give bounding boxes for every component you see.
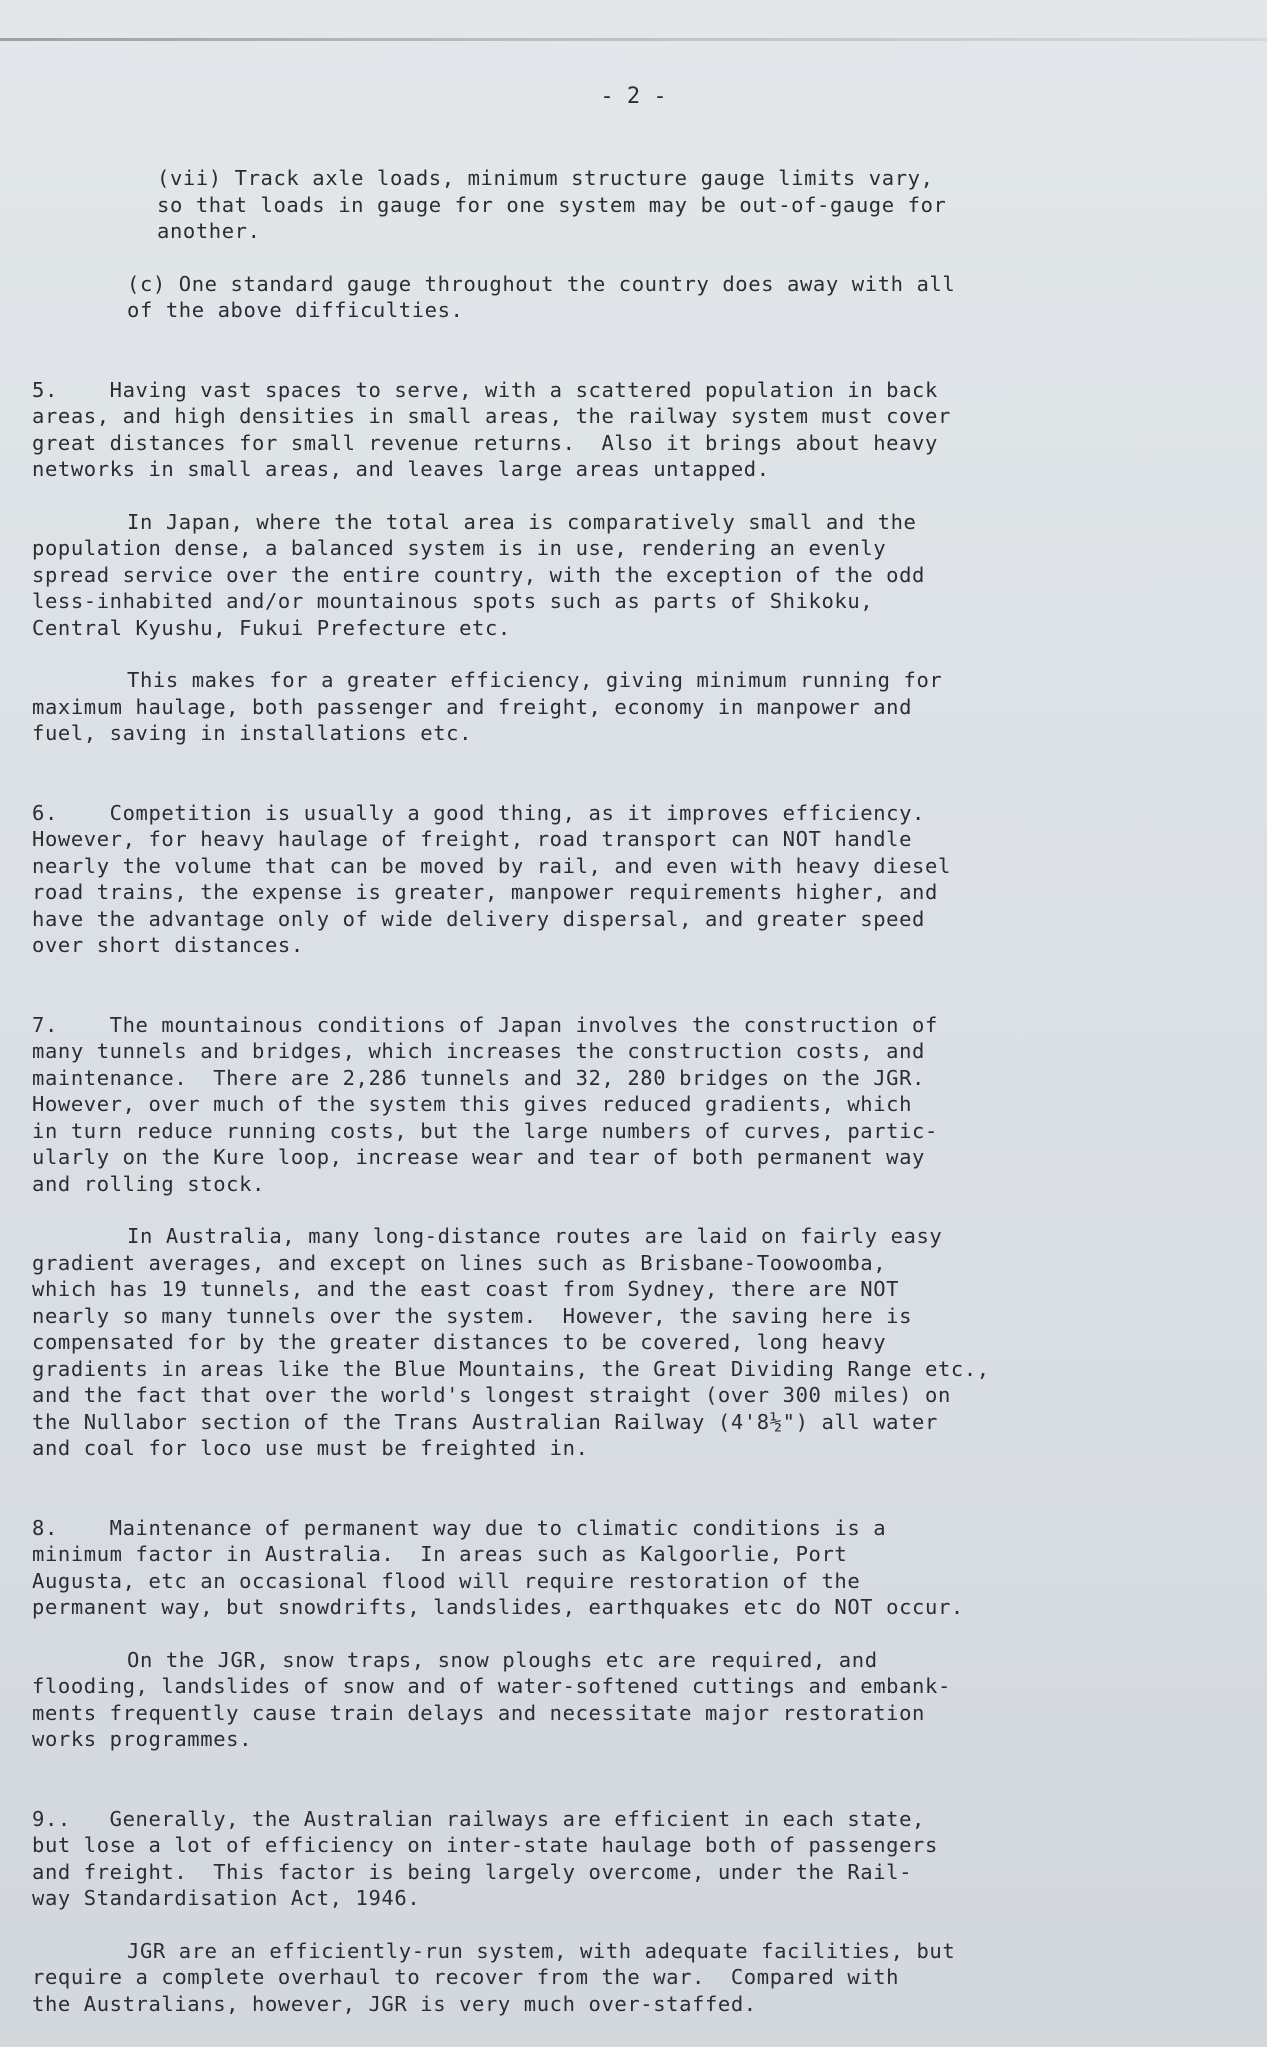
paragraph-5-efficiency: This makes for a greater efficiency, giving minimum running for maximum haulage, both passenger and freight, economy in manpower and fuel, saving in installations etc. — [32, 668, 943, 745]
paragraph-8-jgr: On the JGR, snow traps, snow ploughs etc are required, and flooding, landslides of snow and of water-softened cuttings and embank- ments frequently cause train delays and necessitate major restoration works programmes. — [32, 1647, 951, 1751]
spacer — [32, 483, 1232, 509]
spacer — [32, 1462, 1232, 1515]
page-number: - 2 - — [600, 84, 667, 109]
spacer — [32, 1621, 1232, 1647]
paragraph-7-australia: In Australia, many long-distance routes are laid on fairly easy gradient averages, and except on lines such as Brisbane-Toowoomba, which has 19 tunnels, and the east coast from Sydney, there are NOT nearly so many tunnels over the system. However, the saving here is compensated for by the greater distances to be covered, long heavy gradients in areas like the Blue Mountains, the Great Dividing Range etc., and the fact that over the world's longest straight (over 300 miles) on the Nullabor section of the Trans Australian Railway (4'8½") all water and coal for loco use must be freighted in. — [32, 1224, 990, 1460]
spacer — [32, 747, 1232, 800]
page-top-edge — [0, 38, 1267, 41]
paragraph-7: 7. The mountainous conditions of Japan involves the construction of many tunnels and bridges, which increases the construction costs, and maintenance. There are 2,286 tunnels and 32, 280 bridges on the JGR. However, over much of the system this gives reduced gradients, which in turn reduce running costs, but the large numbers of curves, partic- ularly on the Kure loop, increase wear and tear of both permanent way and rolling stock. — [32, 1012, 938, 1196]
paragraph-9: 9.. Generally, the Australian railways are efficient in each state, but lose a lot of efficiency on inter-state haulage both of passengers and freight. This factor is being largely overcome, under the Rail- way Standardisation Act, 1946. — [32, 1806, 938, 1910]
paragraph-vii: (vii) Track axle loads, minimum structure gauge limits vary, so that loads in gauge for one system may be out-of-gauge for another. — [157, 166, 947, 243]
paragraph-9-jgr: JGR are an efficiently-run system, with adequate facilities, but require a complete overhaul to recover from the war. Compared with the Australians, however, JGR is very much over-staffed. — [32, 1938, 956, 2016]
spacer — [32, 324, 1232, 377]
paragraph-5-japan: In Japan, where the total area is comparatively small and the population dense, a balanced system is in use, rendering an evenly spread service over the entire country, with the exception of the odd less-inhabited and/or mountainous spots such as parts of Shikoku, Central Kyushu, Fukui Prefecture etc. — [32, 509, 926, 640]
spacer — [32, 1197, 1232, 1223]
spacer — [32, 641, 1232, 667]
paragraph-8: 8. Maintenance of permanent way due to climatic conditions is a minimum factor in Australia. In areas such as Kalgoorlie, Port Augusta, etc an occasional flood will require restoration of the permanent way, but snowdrifts, landslides, earthquakes etc do NOT occur. — [32, 1515, 964, 1619]
spacer — [32, 959, 1232, 1012]
spacer — [32, 245, 1232, 271]
paragraph-c: (c) One standard gauge throughout the country does away with all of the above difficulties. — [127, 271, 956, 322]
paragraph-6: 6. Competition is usually a good thing, as it improves efficiency. However, for heavy haulage of freight, road transport can NOT handle nearly the volume that can be moved by rail, and even with heavy diesel road trains, the expense is greater, manpower requirements higher, and have the advantage only of wide delivery dispersal, and greater speed over short distances. — [32, 800, 951, 957]
spacer — [32, 1912, 1232, 1938]
document-body — [32, 165, 1232, 2017]
paragraph-5: 5. Having vast spaces to serve, with a scattered population in back areas, and high densities in small areas, the railway system must cover great distances for small revenue returns. Also it brings about heavy networks in small areas, and leaves large areas untapped. — [32, 377, 951, 481]
spacer — [32, 1753, 1232, 1806]
